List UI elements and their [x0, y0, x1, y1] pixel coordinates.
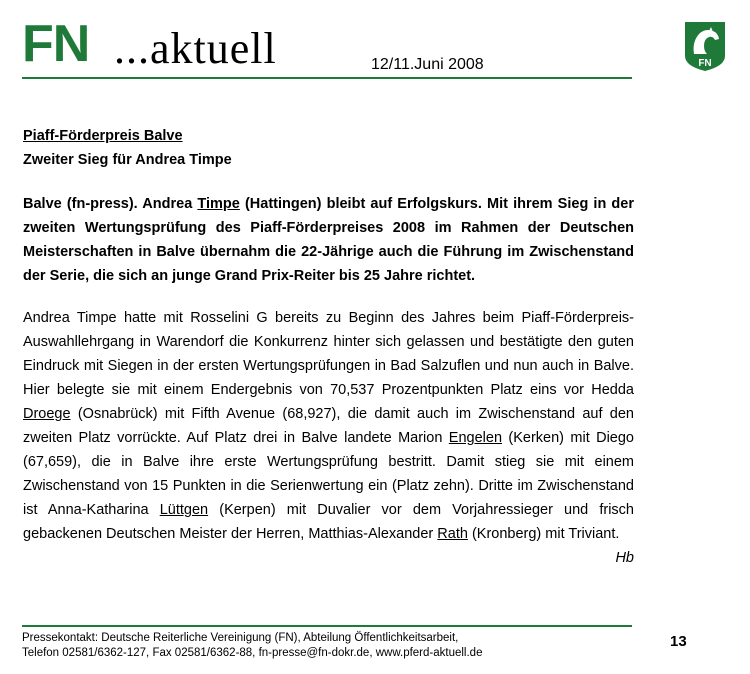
press-contact-line-2: Telefon 02581/6362-127, Fax 02581/6362-88, fn-presse@fn-dokr.de, www.pferd-aktuell.de — [22, 647, 483, 659]
article-lead — [23, 192, 634, 288]
header-divider — [22, 77, 632, 79]
name-luettgen: Lüttgen — [159, 502, 209, 518]
issue-date: 12/11.Juni 2008 — [371, 56, 484, 73]
body-text-4: (Kerpen) mit Duvalier vor dem Vorjahressieger und frisch gebackenen Deutschen Meister der Herren, Matthias-Alexander — [23, 502, 634, 542]
logo-aktuell: ...aktuell — [114, 24, 277, 73]
article-subtitle: Zweiter Sieg für Andrea Timpe — [23, 152, 232, 168]
press-contact-line-1: Pressekontakt: Deutsche Reiterliche Vereinigung (FN), Abteilung Öffentlichkeitsarbeit, — [22, 632, 459, 644]
author-signature: Hb — [615, 550, 634, 566]
article-title: Piaff-Förderpreis Balve — [23, 128, 183, 144]
lead-text-1: Balve (fn-press). Andrea — [23, 196, 198, 212]
lead-text-2: (Hattingen) bleibt auf Erfolgskurs. Mit ihrem Sieg in der zweiten Wertungsprüfung des Piaff-Förderpreises 2008 im Rahmen der Deutschen Meisterschaften in Balve übernahm die 22-Jährige auch die Führung im Zwischenstand der Serie, die sich an junge Grand Prix-Reiter bis 25 Jahre richtet. — [23, 196, 634, 284]
body-text-3: (Kerken) mit Diego (67,659), die in Balve ihre erste Wertungsprüfung bestritt. Damit stieg sie mit einem Zwischenstand von 15 Punkten in die Serienwertung ein (Platz zehn). Dritte im Zwischenstand ist Anna-Katharina — [23, 430, 635, 518]
article — [23, 124, 634, 570]
name-engelen: Engelen — [448, 430, 503, 446]
body-text-2: (Osnabrück) mit Fifth Avenue (68,927), die damit auch im Zwischenstand auf den zweiten Platz vorrückte. Auf Platz drei in Balve landete Marion — [23, 406, 634, 446]
name-droege: Droege — [23, 406, 71, 422]
masthead — [22, 14, 722, 76]
name-rath: Rath — [437, 526, 468, 542]
logo-fn: FN — [22, 15, 90, 73]
body-text-5: (Kronberg) mit Triviant. — [467, 526, 620, 542]
footer-divider — [22, 625, 632, 627]
fn-horse-emblem-icon — [682, 20, 728, 72]
page-number: 13 — [670, 633, 687, 650]
body-text-1: Andrea Timpe hatte mit Rosselini G bereits zu Beginn des Jahres beim Piaff-Förderpreis-Auswahllehrgang in Warendorf die Konkurrenz hinter sich gelassen und bestätigte den guten Eindruck mit Siegen in der ersten Wertungsprüfungen in Bad Salzuflen und nun auch in Balve. Hier belegte sie mit einem Endergebnis von 70,537 Prozentpunkten Platz eins vor Hedda — [23, 310, 634, 398]
name-timpe: Timpe — [197, 196, 240, 212]
emblem-label: FN — [698, 58, 712, 69]
press-contact — [22, 631, 642, 661]
article-body — [23, 306, 635, 566]
